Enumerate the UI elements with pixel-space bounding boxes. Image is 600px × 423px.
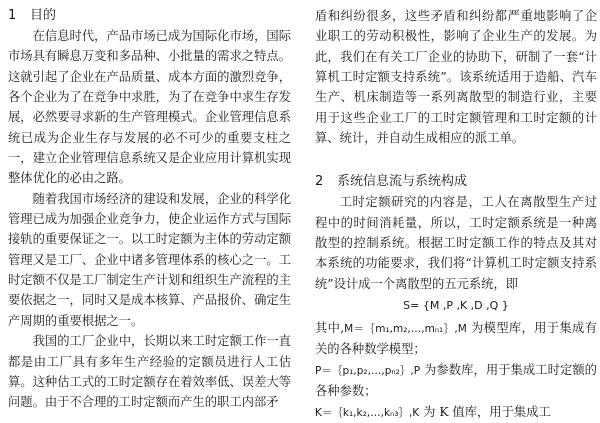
paragraph-system-design: 工时定额研究的内容是，工人在离散型生产过程中的时间消耗量，所以，工时定额系统是一种离散型的控制系统。根据工时定额工作的特点及其对本系统的功能要求，我们将“计算机工时定额支持系统”设计成一个离散型的五元系统，即 <box>315 195 597 291</box>
definition-k-text: 为 K 值库，用于集成工 <box>423 404 551 419</box>
paragraph-manual-estimation: 我国的工厂企业中，长期以来工时定额工作一直都是由工厂具有多年生产经验的定额员进行人工估算。这种估工式的工时定额存在着效率低、误差大等问题。由于不合理的工时定额而产生的职工内部矛 <box>8 334 291 410</box>
paragraph-scientific-management: 随着我国市场经济的建设和发展，企业的科学化管理已成为加强企业竞争力，使企业运作方式与国际接轨的重要保证之一。以工时定额为主体的劳动定额管理又是工厂、企业中诸多管理体系的核心之一。工时定额不仅是工厂制定生产计划和组织生产流程的主要依据之一，同时又是成本核算、产品报价、确定生产周期的重要根据之一。 <box>8 191 291 328</box>
section-2-number: 2 <box>315 174 324 190</box>
definition-p-math: P＝｛p₁,p₂,…,pₙ₂｝,P <box>315 364 421 377</box>
paragraph-continuation: 盾和纠纷很多，这些矛盾和纠纷都严重地影响了企业职工的劳动积极性，影响了企业生产的发展。为此，我们在有关工厂企业的协助下，研制了一套“计算机工时定额支持系统”。该系统适用于造船、汽车生产、机床制造等一系列离散型的制造行业，主要用于这些企业工厂的工时定额管理和工时定额的计算、统计，并自动生成相应的派工单。 <box>315 9 597 146</box>
section-2-heading <box>315 172 597 192</box>
definition-m-text: 为模型库，用于集成有关的各种数学模型； <box>315 321 597 357</box>
right-column <box>315 6 597 423</box>
section-2-title: 系统信息流与系统构成 <box>337 174 468 190</box>
left-column <box>8 6 291 413</box>
five-tuple-formula: S= {M ,P ,K ,D ,Q } <box>403 299 509 313</box>
section-1-heading <box>8 6 291 26</box>
paragraph-information-age: 在信息时代，产品市场已成为国际化市场，国际市场具有瞬息万变和多品种、小批量的需求之特点。这就引起了企业在产品质量、成本方面的激烈竞争，各个企业为了在竞争中求胜，为了在竞争中求生存发展，必然要寻求新的生产管理模式。企业管理信息系统已成为企业生存与发展的必不可少的重要支柱之一，建立企业管理信息系统又是企业应用计算机实现整体优化的必由之路。 <box>8 29 291 186</box>
definition-p-text: 为参数库，用于集成工时定额的各种参数； <box>315 362 597 399</box>
definition-m-lead: 其中, <box>315 321 345 336</box>
definition-k-library <box>315 402 597 423</box>
definition-model-library <box>315 318 597 360</box>
definition-parameter-library <box>315 360 597 402</box>
section-1-number: 1 <box>8 8 17 23</box>
definition-k-math: K＝｛k₁,k₂,…,kₙ₃｝,K <box>315 406 420 419</box>
section-spacer <box>315 148 597 172</box>
definition-m-math: M＝｛m₁,m₂,…,mₙ₁｝,M <box>344 323 467 336</box>
section-1-title: 目的 <box>30 8 57 23</box>
